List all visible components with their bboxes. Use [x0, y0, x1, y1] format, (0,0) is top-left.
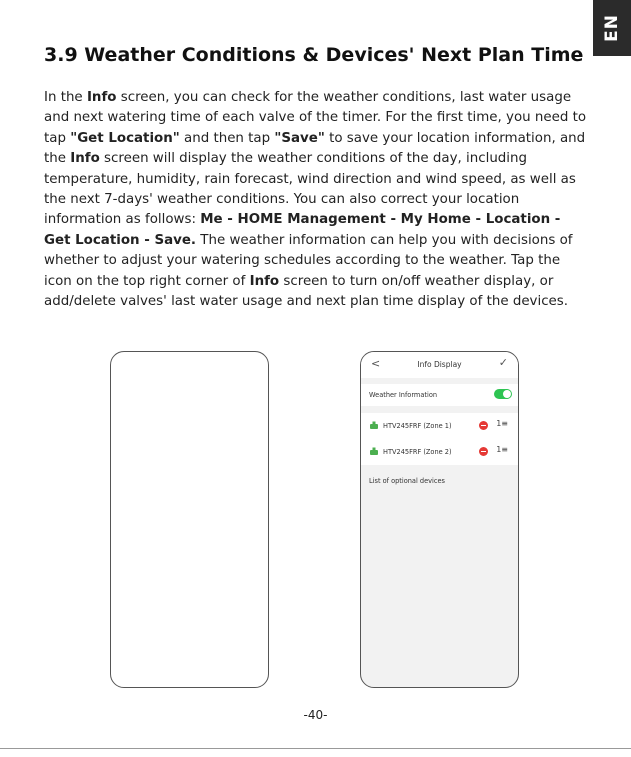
back-icon[interactable]: <	[371, 357, 381, 370]
para-bold: Info	[70, 151, 100, 167]
para-text: The weather information can help you with decisions of whether to adjust your watering schedules according to the weather. Tap the icon on the top right corner of	[44, 232, 573, 289]
reorder-icon[interactable]: 1≡	[496, 419, 508, 428]
valve-device-icon	[369, 421, 379, 430]
para-text: to save your location information, and the	[44, 130, 586, 167]
para-text: In the	[44, 90, 87, 105]
para-bold: "Get Location"	[70, 130, 180, 146]
device-row	[361, 439, 518, 465]
para-bold: Info	[249, 273, 280, 289]
para-text: screen to turn on/off weather display, or add/delete valves' last water usage and next plan time display of the devices.	[44, 273, 569, 310]
phone-title: Info Display	[417, 360, 462, 369]
language-label: EN	[602, 14, 622, 42]
weather-toggle[interactable]	[494, 389, 512, 399]
para-text: and then tap	[179, 130, 275, 146]
optional-devices-label: List of optional devices	[369, 477, 445, 485]
weather-info-row	[361, 384, 518, 406]
delete-icon[interactable]	[479, 447, 488, 456]
para-bold: Me - HOME Management - My Home - Location - Get Location - Save.	[44, 212, 561, 248]
weather-info-label: Weather Information	[369, 391, 438, 399]
para-text: screen will display the weather conditions of the day, including temperature, humidity, rain forecast, wind direction and wind speed, as well as the next 7-days' weather conditions. You can also correct your location information as follows:	[44, 151, 576, 228]
bottom-divider	[0, 748, 631, 749]
device-label: HTV245FRF (Zone 2)	[383, 448, 452, 456]
phone-screenshot-info-display	[360, 351, 519, 688]
para-bold: Info	[86, 90, 117, 105]
language-tab	[593, 0, 631, 56]
delete-icon[interactable]	[479, 421, 488, 430]
section-title: 3.9 Weather Conditions & Devices' Next Plan Time	[44, 44, 584, 66]
para-bold: "Save"	[274, 130, 325, 146]
device-label: HTV245FRF (Zone 1)	[383, 422, 452, 430]
body-paragraph	[44, 88, 590, 312]
page-number: -40-	[303, 708, 328, 722]
check-icon[interactable]: ✓	[498, 356, 508, 369]
reorder-icon[interactable]: 1≡	[496, 445, 508, 454]
phone-screenshot-blank	[110, 351, 269, 688]
valve-device-icon	[369, 447, 379, 456]
para-text: screen, you can check for the weather conditions, last water usage and next watering time of each valve of the timer. For the first time, you need to tap	[44, 90, 587, 146]
phone-header	[361, 352, 518, 378]
device-row	[361, 413, 518, 439]
